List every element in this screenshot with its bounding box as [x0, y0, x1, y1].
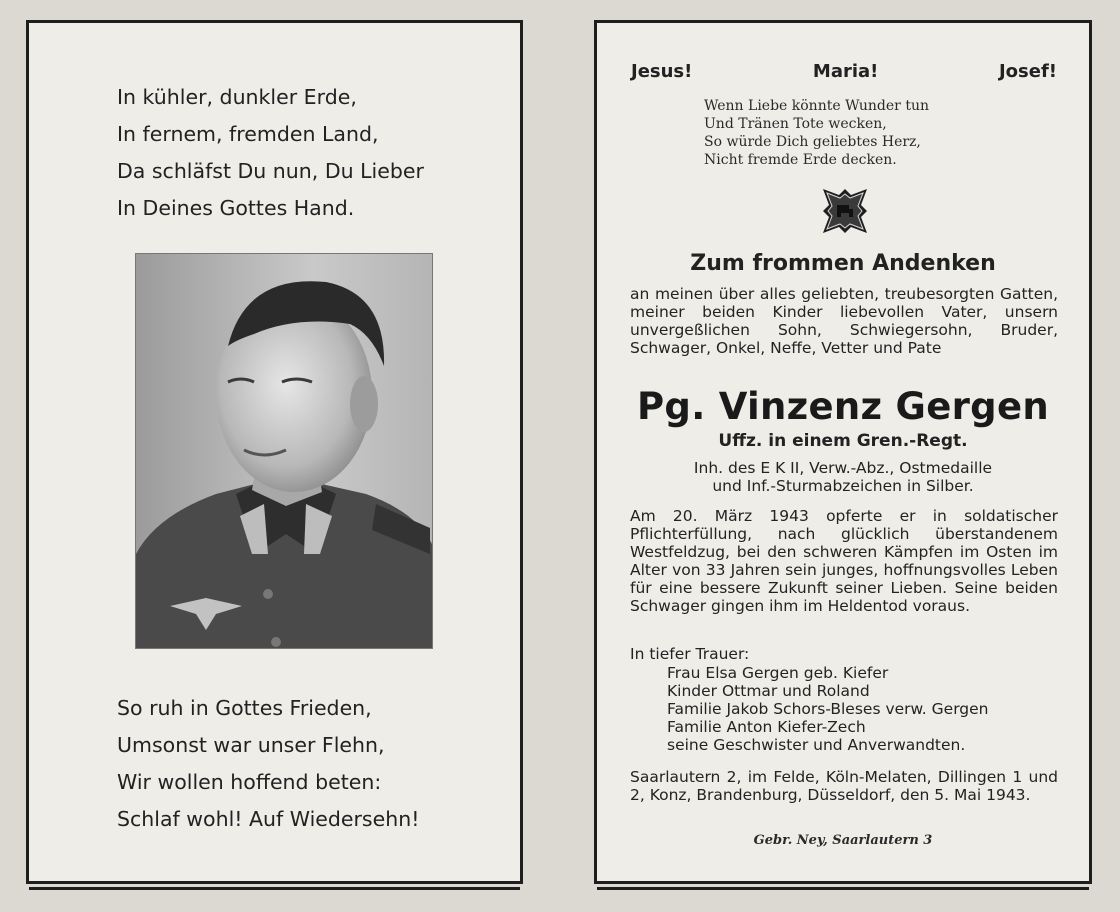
- verse-line: In kühler, dunkler Erde,: [117, 85, 357, 109]
- header-josef: Josef!: [998, 61, 1057, 82]
- gothic-verse-line: Nicht fremde Erde decken.: [704, 152, 897, 168]
- left-card-panel: [26, 20, 523, 884]
- awards-line: und Inf.-Sturmabzeichen in Silber.: [712, 477, 974, 495]
- holy-names-header: [631, 61, 1057, 82]
- awards-block: [597, 459, 1089, 495]
- deceased-name: Pg. Vinzenz Gergen: [637, 385, 1049, 428]
- memorial-title: Zum frommen Andenken: [690, 251, 996, 276]
- verse-line: So ruh in Gottes Frieden,: [117, 696, 372, 720]
- verse-line: Da schläfst Du nun, Du Lieber: [117, 159, 424, 183]
- verse-line: Wir wollen hoffend beten:: [117, 770, 382, 794]
- death-account-text: Am 20. März 1943 opferte er in soldatischer Pflichterfüllung, nach glücklich überstandenem Westfeldzug, bei den schweren Kämpfen im Osten im Alter von 33 Jahren sein junges, hoffnungsvolles Leben für eine bessere Zukunft seiner Lieben. Seine beiden Schwager gingen ihm im Heldentod voraus.: [630, 507, 1058, 615]
- gothic-verse-line: So würde Dich geliebtes Herz,: [704, 134, 921, 150]
- verse-line: In fernem, fremden Land,: [117, 122, 379, 146]
- soldier-portrait-photo: [135, 253, 433, 649]
- mourner-entry: Familie Anton Kiefer-Zech: [667, 718, 866, 736]
- mourner-entry: Frau Elsa Gergen geb. Kiefer: [667, 664, 889, 682]
- portrait-illustration: [136, 254, 432, 648]
- verse-bottom: [117, 690, 419, 838]
- gothic-verse: [704, 97, 929, 169]
- verse-line: Umsonst war unser Flehn,: [117, 733, 385, 757]
- printer-credit: Gebr. Ney, Saarlautern 3: [753, 833, 933, 848]
- header-maria: Maria!: [812, 61, 879, 82]
- mourners-label: In tiefer Trauer:: [630, 645, 750, 663]
- gothic-verse-line: Wenn Liebe könnte Wunder tun: [704, 98, 929, 114]
- header-jesus: Jesus!: [631, 61, 693, 82]
- mourner-entry: Familie Jakob Schors-Bleses verw. Gergen: [667, 700, 989, 718]
- right-card-panel: [594, 20, 1092, 884]
- places-and-date: Saarlautern 2, im Felde, Köln-Melaten, Dillingen 1 und 2, Konz, Brandenburg, Düsseldorf, den 5. Mai 1943.: [630, 768, 1058, 804]
- verse-line: Schlaf wohl! Auf Wiedersehn!: [117, 807, 420, 831]
- mourner-entry: Kinder Ottmar und Roland: [667, 682, 870, 700]
- verse-top: [117, 79, 424, 227]
- dedication-text: an meinen über alles geliebten, treubesorgten Gatten, meiner beiden Kinder liebevollen Vater, unsern unvergeßlichen Sohn, Schwiegersohn, Bruder, Schwager, Onkel, Neffe, Vetter und Pate: [630, 285, 1058, 357]
- iron-cross-icon: [819, 185, 871, 237]
- military-rank: Uffz. in einem Gren.-Regt.: [718, 431, 968, 451]
- verse-line: In Deines Gottes Hand.: [117, 196, 355, 220]
- gothic-verse-line: Und Tränen Tote wecken,: [704, 116, 887, 132]
- awards-line: Inh. des E K II, Verw.-Abz., Ostmedaille: [693, 459, 993, 477]
- mourner-entry: seine Geschwister und Anverwandten.: [667, 736, 966, 754]
- mourners-list: [667, 664, 989, 754]
